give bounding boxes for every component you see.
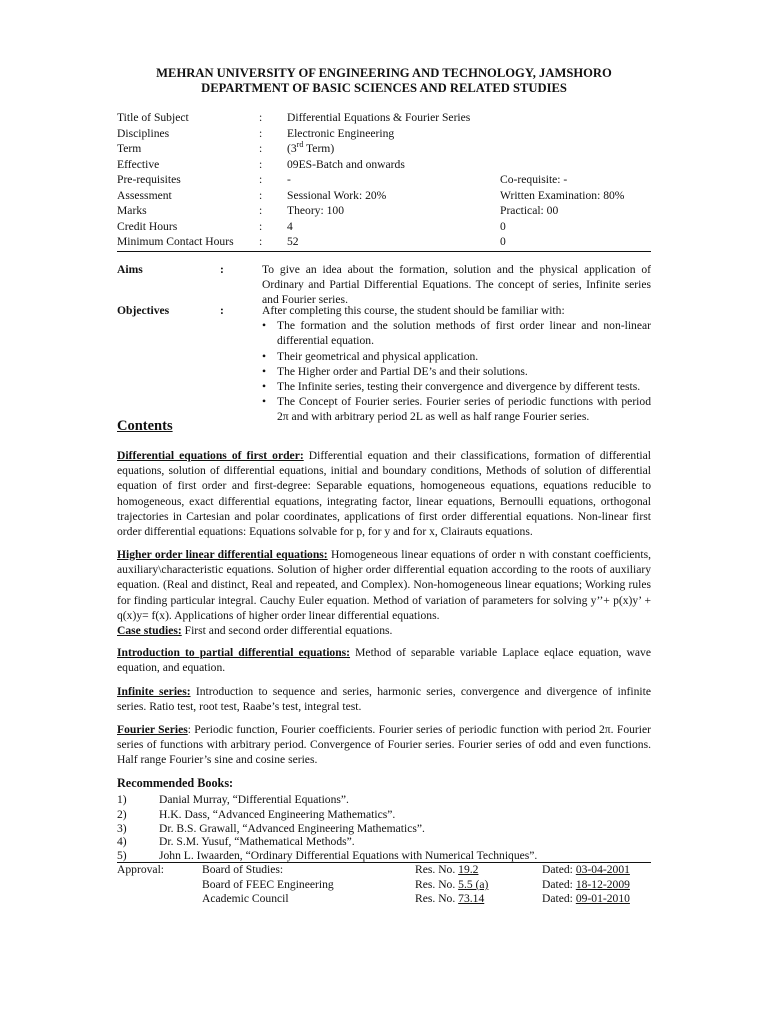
info-label-assessment: Assessment	[117, 188, 172, 202]
info-colon: :	[259, 173, 263, 186]
section-title: Introduction to partial differential equations:	[117, 646, 351, 659]
approval-date: Dated: 03-04-2001	[542, 863, 630, 876]
section-title: Infinite series:	[117, 685, 191, 698]
bullet-icon: •	[262, 319, 267, 333]
section-text: : Periodic function, Fourier coefficients. Fourier series of periodic function with period 2π. Fourier series of functions with arbitrary period. Convergence of Fourier series. Fourier series of odd and even functions. Half range Fourier’s sine and cosine series.	[117, 723, 652, 767]
objectives-list	[262, 318, 651, 424]
info-colon: :	[259, 188, 263, 202]
aims-colon: :	[220, 263, 224, 276]
book-title: H.K. Dass, “Advanced Engineering Mathematics”.	[159, 808, 396, 821]
bullet-icon: •	[262, 380, 267, 394]
approval-resolution: Res. No. 73.14	[415, 892, 485, 905]
section-title: Higher order linear differential equations:	[117, 548, 328, 561]
book-number: 3)	[117, 822, 127, 835]
info-label-title: Title of Subject	[117, 111, 189, 124]
info-colon: :	[259, 235, 263, 248]
info-label-prerequisites: Pre-requisites	[117, 173, 181, 186]
bullet-icon: •	[262, 395, 267, 409]
section-partial	[117, 645, 651, 675]
books-heading: Recommended Books:	[117, 776, 234, 790]
section-fourier-series	[117, 722, 651, 768]
section-higher-order	[117, 547, 651, 638]
objectives-label: Objectives	[117, 304, 170, 317]
info-extra-practical: Practical: 00	[500, 204, 559, 217]
info-label-credit-hours: Credit Hours	[117, 219, 178, 233]
info-label-term: Term	[117, 142, 142, 155]
info-value-marks: Theory: 100	[287, 204, 344, 217]
section-title: Fourier Series	[117, 723, 188, 736]
list-item: • The Higher order and Partial DE’s and their solutions.	[262, 364, 528, 378]
info-colon: :	[259, 142, 263, 155]
list-item: • The formation and the solution methods of first order linear and non-linear differential equation.	[262, 319, 651, 348]
info-value-contact-hours: 52	[287, 235, 299, 248]
book-number: 5)	[117, 849, 127, 862]
book-number: 4)	[117, 835, 127, 848]
info-colon: :	[259, 126, 263, 140]
book-title: Dr. B.S. Grawall, “Advanced Engineering Mathematics”.	[159, 822, 425, 835]
info-value-title: Differential Equations & Fourier Series	[287, 111, 471, 124]
section-infinite-series	[117, 684, 651, 714]
info-value-assessment: Sessional Work: 20%	[287, 188, 387, 202]
info-value-term: (3rd Term)	[287, 140, 335, 155]
approval-resolution: Res. No. 19.2	[415, 863, 479, 876]
approval-body: Board of FEEC Engineering	[202, 878, 334, 891]
book-number: 1)	[117, 793, 127, 806]
department-title: DEPARTMENT OF BASIC SCIENCES AND RELATED STUDIES	[201, 81, 567, 95]
objectives-block	[262, 303, 651, 425]
info-label-contact-hours: Minimum Contact Hours	[117, 235, 234, 248]
approval-resolution: Res. No. 5.5 (a)	[415, 878, 489, 891]
bullet-icon: •	[262, 364, 267, 378]
book-title: Dr. S.M. Yusuf, “Mathematical Methods”.	[159, 835, 355, 848]
section-text: Method of separable variable Laplace eqlace equation, wave equation, and equation.	[117, 646, 651, 675]
info-extra-written-exam: Written Examination: 80%	[500, 188, 625, 202]
info-extra-corequisite: Co-requisite: -	[500, 173, 568, 186]
section-title: Differential equations of first order:	[117, 449, 304, 462]
info-colon: :	[259, 204, 263, 217]
list-item: • Their geometrical and physical application.	[262, 349, 479, 363]
approval-label: Approval:	[117, 863, 165, 876]
book-title: John L. Iwaarden, “Ordinary Differential Equations with Numerical Techniques”.	[159, 849, 538, 862]
section-text: Differential equation and their classifications, formation of differential equations, solution of differential equations, initial and boundary conditions, Methods of solution of differential equation of first order and first-degree: Separable equations, homogeneous equations, equations reducible to homogeneous, exact differential equations, integrating factor, linear equations, Bernoulli equations, orthogonal trajectories in Cartesian and polar coordinates, applications of first order differential equations. Non-linear first order differential equations: Equations solvable for p, for y and for x, Clairauts equations.	[117, 449, 652, 539]
info-value-prerequisites: -	[287, 173, 291, 186]
case-studies-title: Case studies:	[117, 624, 182, 638]
contents-heading: Contents	[117, 418, 173, 434]
objectives-intro: After completing this course, the student should be familiar with:	[262, 304, 565, 317]
section-first-order	[117, 448, 651, 539]
info-colon: :	[259, 219, 263, 233]
info-colon: :	[259, 157, 263, 171]
case-studies-text: First and second order differential equations.	[181, 624, 393, 638]
section-text: Introduction to sequence and series, harmonic series, convergence and divergence of infinite series. Ratio test, root test, Raabe’s test, integral test.	[117, 685, 651, 714]
divider	[117, 251, 651, 252]
university-title: MEHRAN UNIVERSITY OF ENGINEERING AND TECHNOLOGY, JAMSHORO	[156, 66, 612, 80]
aims-text: To give an idea about the formation, solution and the physical application of Ordinary and Partial Differential Equations. The concept of series, Infinite series and Fourier series.	[262, 263, 651, 307]
list-item: • The Infinite series, testing their convergence and divergence by different tests.	[262, 380, 641, 394]
approval-body: Board of Studies:	[202, 863, 284, 876]
info-value-credit-hours: 4	[287, 219, 293, 233]
info-value-disciplines: Electronic Engineering	[287, 126, 395, 140]
list-item: • The Concept of Fourier series. Fourier series of periodic functions with period 2π and with arbitrary period 2L as well as half range Fourier series.	[262, 395, 651, 424]
book-title: Danial Murray, “Differential Equations”.	[159, 793, 349, 806]
approval-date: Dated: 18-12-2009	[542, 878, 630, 891]
objectives-colon: :	[220, 304, 224, 317]
info-label-disciplines: Disciplines	[117, 126, 170, 140]
section-text: Homogeneous linear equations of order n with constant coefficients, auxiliary\characteristic equations. Solution of higher order differential equation according to the roots of auxiliary equation. (Real and distinct, Real and repeated, and Complex). Non-homogeneous linear equations; Working rules for finding particular integral. Cauchy Euler equation. Method of variation of parameters for solving y’’+ p(x)y’ + q(x)y= f(x). Applications of higher order linear differential equations.	[117, 548, 651, 622]
info-label-marks: Marks	[117, 204, 147, 217]
info-colon: :	[259, 111, 263, 124]
info-extra-credit-practical: 0	[500, 219, 506, 233]
book-number: 2)	[117, 808, 127, 821]
info-value-effective: 09ES-Batch and onwards	[287, 157, 405, 171]
info-extra-contact-practical: 0	[500, 235, 506, 248]
info-label-effective: Effective	[117, 157, 160, 171]
aims-label: Aims	[117, 263, 143, 276]
bullet-icon: •	[262, 349, 267, 363]
approval-body: Academic Council	[202, 892, 289, 905]
approval-date: Dated: 09-01-2010	[542, 892, 630, 905]
